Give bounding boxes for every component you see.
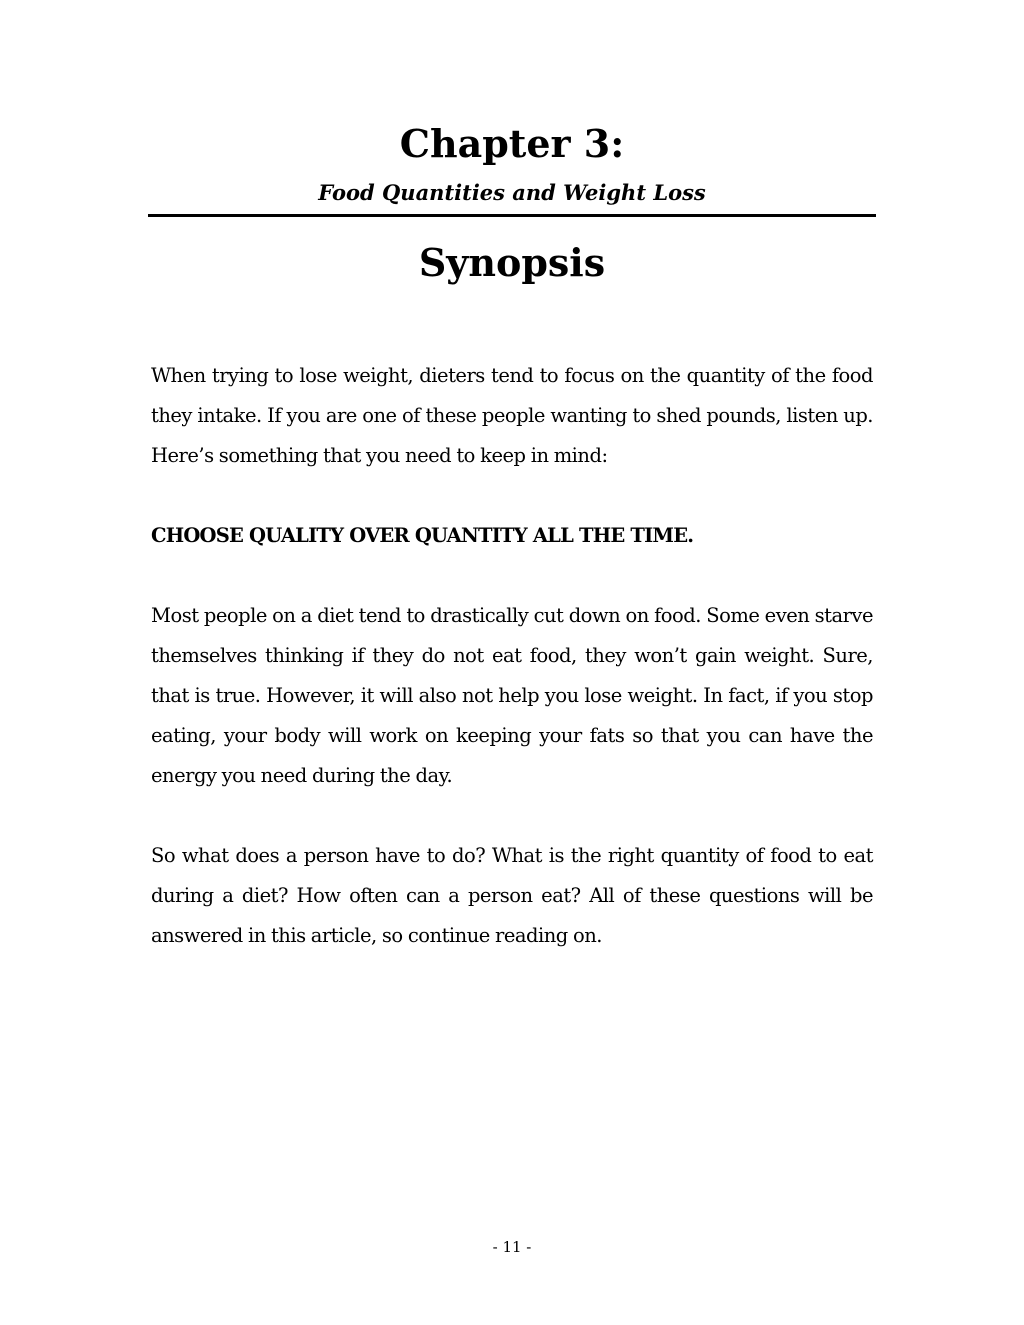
emphasis-statement: CHOOSE QUALITY OVER QUANTITY ALL THE TIME. bbox=[151, 524, 694, 547]
page-number: - 11 - bbox=[492, 1238, 532, 1256]
paragraph-questions: So what does a person have to do? What is the right quantity of food to eat during a diet? How often can a person eat? All of these questions will be answered in this article, so continue reading on. bbox=[151, 844, 873, 947]
chapter-title: Chapter 3: bbox=[399, 121, 625, 166]
paragraph-intro: When trying to lose weight, dieters tend to focus on the quantity of the food they intake. If you are one of these people wanting to shed pounds, listen up. Here’s something that you need to keep in mind: bbox=[151, 364, 873, 467]
paragraph-diet: Most people on a diet tend to drastically cut down on food. Some even starve themselves thinking if they do not eat food, they won’t gain weight. Sure, that is true. However, it will also not help you lose weight. In fact, if you stop eating, your body will work on keeping your fats so that you can have the energy you need during the day. bbox=[151, 604, 873, 787]
title-divider bbox=[148, 214, 876, 217]
section-heading: Synopsis bbox=[418, 240, 606, 285]
chapter-subtitle: Food Quantities and Weight Loss bbox=[318, 180, 706, 205]
